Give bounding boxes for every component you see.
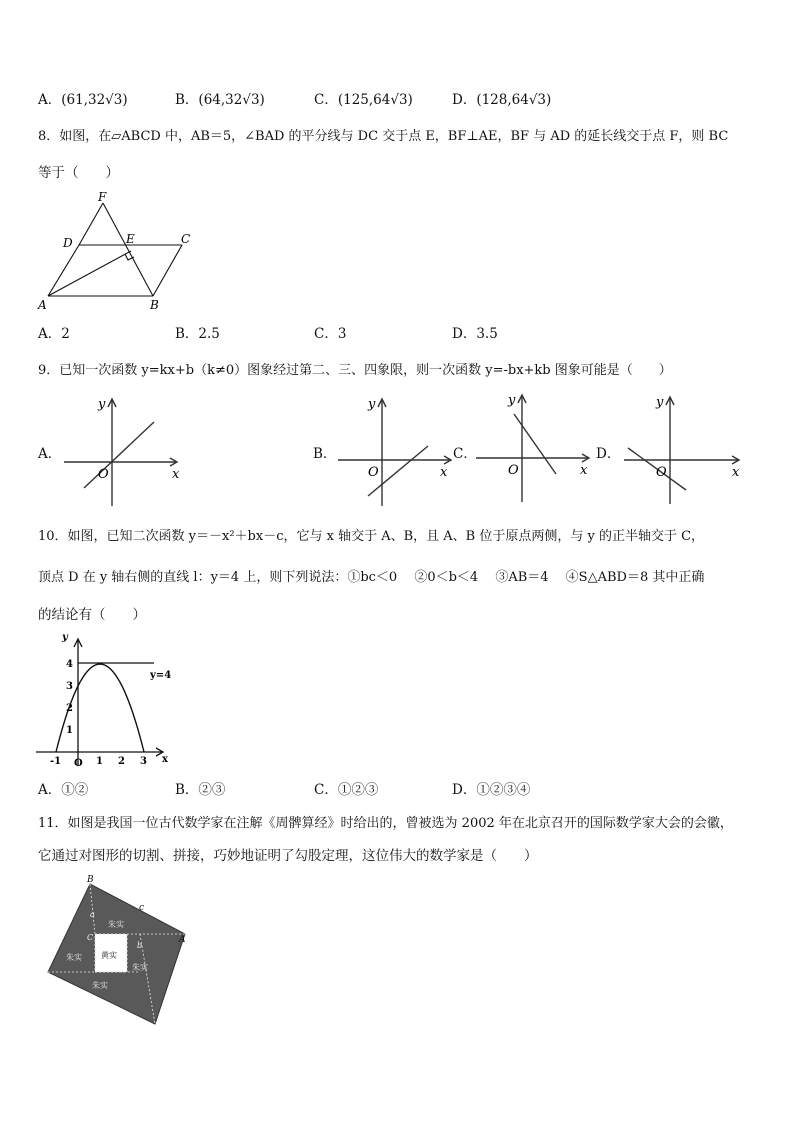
q9-graph-a-line (84, 422, 154, 488)
q11-label-zhu4: 朱实 (92, 981, 108, 990)
svg-text:4: 4 (66, 659, 73, 670)
q8-label-d: D (63, 236, 73, 250)
q7-option-b[interactable]: B．(64,32√3) (175, 92, 265, 108)
q11-label-c-side: c (139, 903, 145, 913)
q11-label-b-side: b (137, 941, 143, 950)
q7-option-d[interactable]: D．(128,64√3) (452, 92, 552, 108)
q8-segment-ad (48, 245, 79, 296)
q8-parallelogram-figure (36, 188, 196, 314)
q11-label-a: A (179, 935, 186, 945)
svg-text:x: x (580, 463, 588, 478)
q8-segment-df (79, 203, 103, 245)
q10-option-b[interactable]: B．②③ (175, 782, 226, 798)
q11-text-line2: 它通过对图形的切割、拼接，巧妙地证明了勾股定理，这位伟大的数学家是（ ） (38, 848, 538, 864)
q11-label-center: 黄实 (101, 951, 117, 960)
q9-graph-c (474, 388, 598, 506)
q7-option-c[interactable]: C．(125,64√3) (314, 92, 413, 108)
svg-text:x: x (162, 754, 168, 765)
q11-label-zhu2: 朱实 (132, 963, 148, 972)
svg-text:3: 3 (66, 681, 73, 692)
q8-option-d[interactable]: D．3.5 (452, 326, 498, 342)
svg-text:x: x (172, 467, 180, 482)
q8-text-line1: 8．如图，在▱ABCD 中，AB＝5，∠BAD 的平分线与 DC 交于点 E，BF⊥AE，BF 与 AD 的延长线交于点 F，则 BC (38, 129, 729, 144)
q11-zhao-shuang-figure (40, 872, 200, 1030)
q10-curve (56, 664, 144, 752)
q10-option-a[interactable]: A．①② (38, 782, 89, 798)
q10-option-d[interactable]: D．①②③④ (452, 782, 531, 798)
svg-text:O: O (74, 758, 83, 769)
q9-graph-b (334, 392, 458, 510)
svg-text:y: y (656, 395, 664, 410)
q8-label-a: A (38, 298, 47, 312)
q8-text-line2: 等于（ ） (38, 165, 119, 181)
svg-text:O: O (98, 467, 109, 482)
svg-text:1: 1 (96, 756, 103, 767)
q7-option-a[interactable]: A．(61,32√3) (38, 92, 128, 108)
q8-segment-bc (153, 245, 182, 296)
q8-label-b: B (150, 298, 159, 312)
q8-segment-ae (48, 251, 131, 296)
svg-text:y: y (62, 632, 68, 643)
q8-option-b[interactable]: B．2.5 (175, 326, 220, 342)
q9-option-a-label[interactable]: A． (38, 446, 62, 462)
svg-text:O: O (368, 465, 379, 480)
svg-text:2: 2 (118, 756, 125, 767)
q10-text-line3: 的结论有（ ） (38, 607, 146, 623)
q10-text-line2: 顶点 D 在 y 轴右侧的直线 l：y＝4 上，则下列说法：①bc＜0 ②0＜b＜4 ③AB＝4 ④S△ABD＝8 其中正确 (38, 570, 705, 585)
q10-option-c[interactable]: C．①②③ (314, 782, 379, 798)
q11-label-b: B (87, 875, 94, 885)
q8-label-c: C (181, 232, 191, 246)
q9-graph-c-line (514, 414, 556, 474)
q11-text-line1: 11．如图是我国一位古代数学家在注解《周髀算经》时给出的，曾被选为 2002 年在北京召开的国际数学家大会的会徽， (38, 816, 733, 831)
q9-graph-d (620, 390, 744, 508)
q11-label-c-vertex: C (87, 933, 94, 942)
q9-option-c-label[interactable]: C． (453, 446, 477, 462)
svg-text:y=4: y=4 (150, 670, 172, 681)
q11-label-a-side: a (90, 910, 95, 919)
q10-text-line1: 10．如图，已知二次函数 y＝－x²＋bx－c，它与 x 轴交于 A、B，且 A、B 位于原点两侧，与 y 的正半轴交于 C， (38, 529, 705, 544)
svg-text:3: 3 (140, 756, 147, 767)
q9-graph-a (60, 392, 184, 510)
svg-text:y: y (508, 393, 516, 408)
q8-option-a[interactable]: A．2 (38, 326, 70, 342)
svg-text:-1: -1 (50, 756, 62, 767)
q8-label-e: E (126, 232, 135, 246)
q11-label-zhu1: 朱实 (108, 920, 124, 929)
svg-text:x: x (732, 465, 740, 480)
q8-segment-bf (103, 203, 153, 296)
svg-text:x: x (440, 465, 448, 480)
q11-label-zhu3: 朱实 (66, 953, 82, 962)
svg-text:O: O (656, 465, 667, 480)
q9-option-b-label[interactable]: B． (313, 446, 337, 462)
svg-text:y: y (368, 397, 376, 412)
q8-option-c[interactable]: C．3 (314, 326, 347, 342)
svg-text:O: O (508, 463, 519, 478)
q8-label-f: F (98, 190, 107, 204)
svg-text:2: 2 (66, 703, 73, 714)
q9-option-d-label[interactable]: D． (596, 446, 621, 462)
svg-text:y: y (98, 397, 106, 412)
q9-text-line1: 9．已知一次函数 y=kx+b（k≠0）图象经过第二、三、四象限，则一次函数 y=-bx+kb 图象可能是（ ） (38, 363, 672, 378)
svg-text:1: 1 (66, 725, 73, 736)
q10-parabola-graph (34, 628, 174, 770)
